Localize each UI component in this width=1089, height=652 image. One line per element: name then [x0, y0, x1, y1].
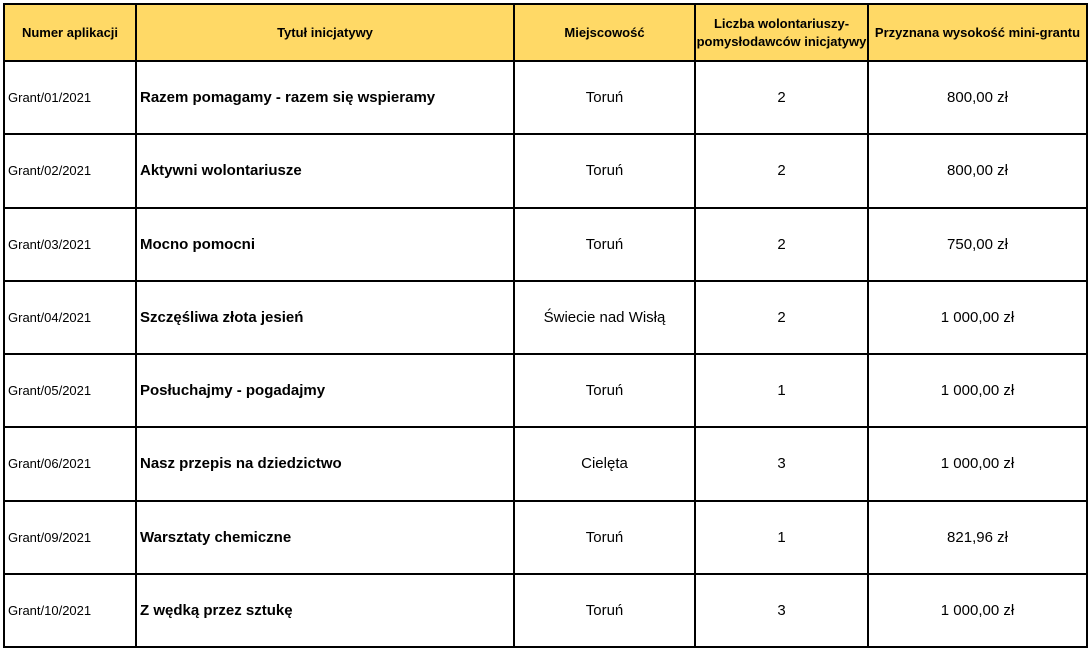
- table-row: [4, 61, 1087, 134]
- cell-location: Cielęta: [514, 427, 695, 500]
- cell-volunteer-count: 2: [695, 281, 868, 354]
- cell-application-number: Grant/04/2021: [4, 281, 136, 354]
- cell-location: Toruń: [514, 134, 695, 207]
- header-application-number: Numer aplikacji: [4, 4, 136, 61]
- cell-initiative-title: Warsztaty chemiczne: [136, 501, 514, 574]
- cell-initiative-title: Aktywni wolontariusze: [136, 134, 514, 207]
- cell-volunteer-count: 1: [695, 354, 868, 427]
- cell-initiative-title: Razem pomagamy - razem się wspieramy: [136, 61, 514, 134]
- cell-location: Toruń: [514, 354, 695, 427]
- header-row: [4, 4, 1087, 61]
- grants-table: [3, 3, 1088, 648]
- cell-application-number: Grant/09/2021: [4, 501, 136, 574]
- cell-grant-amount: 1 000,00 zł: [868, 427, 1087, 500]
- cell-application-number: Grant/01/2021: [4, 61, 136, 134]
- cell-location: Świecie nad Wisłą: [514, 281, 695, 354]
- cell-initiative-title: Szczęśliwa złota jesień: [136, 281, 514, 354]
- cell-grant-amount: 821,96 zł: [868, 501, 1087, 574]
- cell-location: Toruń: [514, 501, 695, 574]
- cell-volunteer-count: 3: [695, 427, 868, 500]
- cell-volunteer-count: 1: [695, 501, 868, 574]
- table-row: [4, 281, 1087, 354]
- cell-volunteer-count: 3: [695, 574, 868, 647]
- cell-application-number: Grant/06/2021: [4, 427, 136, 500]
- cell-grant-amount: 800,00 zł: [868, 134, 1087, 207]
- table-row: [4, 354, 1087, 427]
- cell-initiative-title: Nasz przepis na dziedzictwo: [136, 427, 514, 500]
- table-row: [4, 134, 1087, 207]
- cell-volunteer-count: 2: [695, 208, 868, 281]
- cell-grant-amount: 1 000,00 zł: [868, 354, 1087, 427]
- header-initiative-title: Tytuł inicjatywy: [136, 4, 514, 61]
- cell-application-number: Grant/02/2021: [4, 134, 136, 207]
- table-row: [4, 427, 1087, 500]
- table-row: [4, 574, 1087, 647]
- cell-application-number: Grant/03/2021: [4, 208, 136, 281]
- cell-volunteer-count: 2: [695, 134, 868, 207]
- cell-initiative-title: Posłuchajmy - pogadajmy: [136, 354, 514, 427]
- cell-location: Toruń: [514, 208, 695, 281]
- cell-grant-amount: 1 000,00 zł: [868, 574, 1087, 647]
- cell-application-number: Grant/10/2021: [4, 574, 136, 647]
- cell-grant-amount: 750,00 zł: [868, 208, 1087, 281]
- cell-grant-amount: 800,00 zł: [868, 61, 1087, 134]
- header-location: Miejscowość: [514, 4, 695, 61]
- header-volunteer-count: Liczba wolontariuszy-pomysłodawców inicjatywy: [695, 4, 868, 61]
- cell-location: Toruń: [514, 574, 695, 647]
- table-row: [4, 501, 1087, 574]
- header-grant-amount: Przyznana wysokość mini-grantu: [868, 4, 1087, 61]
- table-row: [4, 208, 1087, 281]
- cell-application-number: Grant/05/2021: [4, 354, 136, 427]
- cell-initiative-title: Z wędką przez sztukę: [136, 574, 514, 647]
- cell-location: Toruń: [514, 61, 695, 134]
- cell-grant-amount: 1 000,00 zł: [868, 281, 1087, 354]
- cell-volunteer-count: 2: [695, 61, 868, 134]
- cell-initiative-title: Mocno pomocni: [136, 208, 514, 281]
